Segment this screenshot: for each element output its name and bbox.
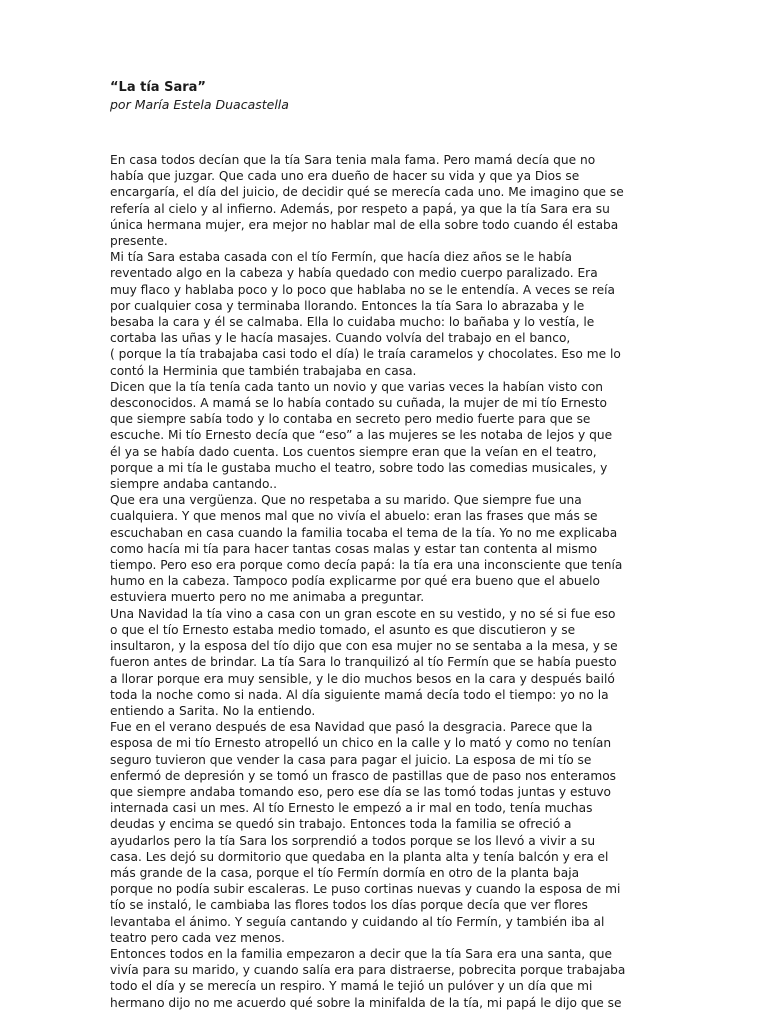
paragraph-line: por cualquier cosa y terminaba llorando. Entonces la tía Sara lo abrazaba y le (110, 298, 585, 313)
paragraph-line: En casa todos decían que la tía Sara tenia mala fama. Pero mamá decía que no (110, 153, 596, 167)
paragraph-line: encargaría, el día del juicio, de decidir qué se merecía cada uno. Me imagino que se (110, 185, 624, 200)
story-paragraph (110, 606, 660, 719)
paragraph-line: cortaba las uñas y le hacía masajes. Cuando volvía del trabajo en el banco, (110, 331, 571, 346)
paragraph-line: estuviera muerto pero no me animaba a preguntar. (110, 590, 425, 605)
paragraph-line: Dicen que la tía tenía cada tanto un novio y que varias veces la habían visto con (110, 379, 603, 394)
paragraph-line: tiempo. Pero eso era porque como decía papá: la tía era una inconsciente que tenía (110, 558, 623, 573)
story-paragraph (110, 152, 660, 249)
paragraph-line: levantaba el ánimo. Y seguía cantando y cuidando al tío Fermín, y también iba al (110, 914, 605, 929)
paragraph-line: refería al cielo y al infierno. Además, por respeto a papá, ya que la tía Sara era su (110, 201, 610, 216)
paragraph-line: porque a mi tía le gustaba mucho el teatro, sobre todo las comedias musicales, y (110, 460, 608, 475)
paragraph-line: Que era una vergüenza. Que no respetaba a su marido. Que siempre fue una (110, 493, 582, 508)
paragraph-line: contó la Herminia que también trabajaba en casa. (110, 363, 417, 378)
paragraph-line: desconocidos. A mamá se lo había contado su cuñada, la mujer de mi tío Ernesto (110, 396, 608, 411)
paragraph-line: escuche. Mi tío Ernesto decía que “eso” a las mujeres se les notaba de lejos y que (110, 428, 613, 443)
paragraph-line: porque no podía subir escaleras. Le puso cortinas nuevas y cuando la esposa de mi (110, 882, 621, 897)
paragraph-line: Entonces todos en la familia empezaron a decir que la tía Sara era una santa, que (110, 946, 612, 961)
story-body (110, 152, 660, 1011)
paragraph-line: insultaron, y la esposa del tío dijo que con esa mujer no se sentaba a la mesa, y se (110, 639, 618, 654)
paragraph-line: que siempre sabía todo y lo contaba en secreto pero medio fuerte para que se (110, 412, 591, 427)
paragraph-line: había que juzgar. Que cada uno era dueño de hacer su vida y que ya Dios se (110, 169, 580, 184)
paragraph-line: como hacía mi tía para hacer tantas cosas malas y estar tan contenta al mismo (110, 541, 598, 556)
paragraph-line: Una Navidad la tía vino a casa con un gran escote en su vestido, y no sé si fue eso (110, 606, 616, 621)
paragraph-line: fueron antes de brindar. La tía Sara lo tranquilizó al tío Fermín que se había puesto (110, 655, 617, 670)
paragraph-line: siempre andaba cantando.. (110, 477, 278, 492)
story-paragraph (110, 719, 660, 946)
paragraph-line: internada casi un mes. Al tío Ernesto le empezó a ir mal en todo, tenía muchas (110, 801, 593, 816)
paragraph-line: enfermó de depresión y se tomó un frasco de pastillas que de paso nos enteramos (110, 768, 617, 783)
document-page (110, 80, 660, 1011)
paragraph-line: Fue en el verano después de esa Navidad que pasó la desgracia. Parece que la (110, 720, 593, 735)
paragraph-line: vivía para su marido, y cuando salía era para distraerse, pobrecita porque trabajaba (110, 963, 626, 978)
paragraph-line: teatro pero cada vez menos. (110, 930, 285, 945)
paragraph-line: entiendo a Sarita. No la entiendo. (110, 703, 316, 718)
paragraph-line: esposa de mi tío Ernesto atropelló un chico en la calle y lo mató y como no tenían (110, 736, 612, 751)
paragraph-line: besaba la cara y él se calmaba. Ella lo cuidaba mucho: lo bañaba y lo vestía, le (110, 315, 595, 330)
paragraph-line: todo el día y se merecía un respiro. Y mamá le tejió un pulóver y un día que mi (110, 979, 593, 994)
paragraph-line: ayudarlos pero la tía Sara los sorprendió a todos porque se los llevó a vivir a su (110, 833, 596, 848)
paragraph-line: toda la noche como si nada. Al día siguiente mamá decía todo el tiempo: yo no la (110, 687, 609, 702)
paragraph-line: más grande de la casa, porque el tío Fermín dormía en otro de la planta baja (110, 865, 580, 880)
paragraph-line: él ya se había dado cuenta. Los cuentos siempre eran que la veían en el teatro, (110, 444, 597, 459)
paragraph-line: casa. Les dejó su dormitorio que quedaba en la planta alta y tenía balcón y era el (110, 849, 609, 864)
story-paragraph (110, 379, 660, 492)
story-paragraph (110, 249, 660, 379)
paragraph-line: ( porque la tía trabajaba casi todo el día) le traía caramelos y chocolates. Eso me lo (110, 347, 621, 362)
paragraph-line: a llorar porque era muy sensible, y le dio muchos besos en la cara y después bailó (110, 671, 615, 686)
paragraph-line: hermano dijo no me acuerdo qué sobre la minifalda de la tía, mi papá le dijo que se (110, 995, 622, 1010)
paragraph-line: o que el tío Ernesto estaba medio tomado, el asunto es que discutieron y se (110, 622, 576, 637)
paragraph-line: única hermana mujer, era mejor no hablar mal de ella sobre todo cuando él estaba (110, 217, 619, 232)
paragraph-line: reventado algo en la cabeza y había quedado con medio cuerpo paralizado. Era (110, 266, 598, 281)
paragraph-line: escuchaban en casa cuando la familia tocaba el tema de la tía. Yo no me explicaba (110, 525, 618, 540)
story-title: “La tía Sara” (110, 80, 206, 95)
paragraph-line: cualquiera. Y que menos mal que no vivía el abuelo: eran las frases que más se (110, 509, 598, 524)
paragraph-line: que siempre andaba tomando eso, pero ese día se las tomó todas juntas y estuvo (110, 784, 611, 799)
paragraph-line: presente. (110, 234, 168, 249)
story-author: por María Estela Duacastella (110, 97, 289, 112)
story-paragraph (110, 946, 660, 1011)
paragraph-line: muy flaco y hablaba poco y lo poco que hablaba no se le entendía. A veces se reía (110, 282, 616, 297)
paragraph-line: tío se instaló, le cambiaba las flores todos los días porque decía que ver flores (110, 898, 588, 913)
paragraph-line: deudas y encima se quedó sin trabajo. Entonces toda la familia se ofreció a (110, 817, 572, 832)
paragraph-line: Mi tía Sara estaba casada con el tío Fermín, que hacía diez años se le había (110, 250, 572, 265)
paragraph-line: humo en la cabeza. Tampoco podía explicarme por qué era bueno que el abuelo (110, 574, 600, 589)
paragraph-line: seguro tuvieron que vender la casa para pagar el juicio. La esposa de mi tío se (110, 752, 592, 767)
story-paragraph (110, 492, 660, 605)
